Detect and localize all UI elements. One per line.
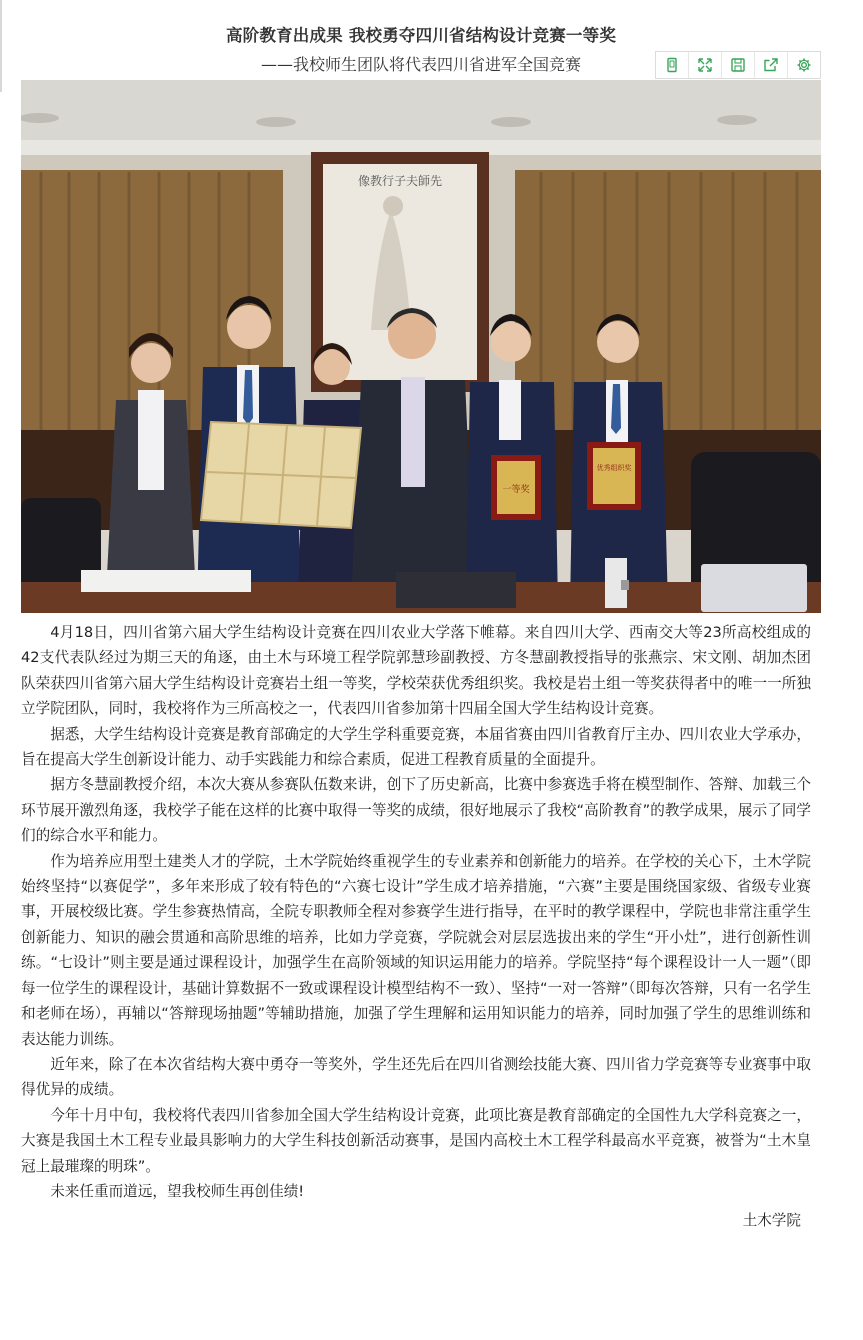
award-group-photo xyxy=(21,80,821,613)
mobile-icon xyxy=(664,57,680,73)
article-paragraph: 据方冬慧副教授介绍，本次大赛从参赛队伍数来讲，创下了历史新高，比赛中参赛选手将在模型制作、答辩、加载三个环节展开激烈角逐，我校学子能在这样的比赛中取得一等奖的成绩，很好地展示了我校“高阶教育”的教学成果，展示了同学们的综合水平和能力。 xyxy=(21,776,811,845)
article-paragraph: 4月18日，四川省第六届大学生结构设计竞赛在四川农业大学落下帷幕。来自四川大学、西南交大等23所高校组成的42支代表队经过为期三天的角逐，由土木与环境工程学院郭慧珍副教授、方冬慧副教授指导的张燕宗、宋文刚、胡加杰团队荣获四川省第六届大学生结构设计竞赛岩土组一等奖，学校荣获优秀组织奖。我校是岩土组一等奖获得者中的唯一一所独立学院团队，同时，我校将作为三所高校之一，代表四川省参加第十四届全国大学生结构设计竞赛。 xyxy=(21,624,811,718)
page-title: 高阶教育出成果 我校勇夺四川省结构设计竞赛一等奖 xyxy=(225,26,617,45)
article-paragraph: 近年来，除了在本次省结构大赛中勇夺一等奖外，学生还先后在四川省测绘技能大赛、四川省力学竞赛等专业赛事中取得优异的成绩。 xyxy=(21,1055,811,1099)
article-paragraph: 今年十月中旬，我校将代表四川省参加全国大学生结构设计竞赛，此项比赛是教育部确定的全国性九大学科竞赛之一，大赛是我国土木工程专业最具影响力的大学生科技创新活动赛事，是国内高校土木工程学科最高水平竞赛，被誉为“土木皇冠上最璀璨的明珠”。 xyxy=(21,1106,811,1175)
share-button[interactable] xyxy=(755,52,788,78)
save-icon xyxy=(730,57,746,73)
article-paragraph: 据悉，大学生结构设计竞赛是教育部确定的大学生学科重要竞赛，本届省赛由四川省教育厅主办、四川农业大学承办，旨在提高大学生创新设计能力、动手实践能力和综合素质，促进工程教育质量的全面提升。 xyxy=(21,725,811,769)
share-icon xyxy=(763,57,779,73)
first-prize-plaque: 一等奖 xyxy=(502,485,530,495)
reader-toolbar xyxy=(655,51,821,79)
fullscreen-button[interactable] xyxy=(689,52,722,78)
wall-calligraphy: 像教行子夫師先 xyxy=(357,174,443,188)
article-signature: 土木学院 xyxy=(742,1212,801,1230)
fullscreen-icon xyxy=(697,57,713,73)
organization-award-plaque: 优秀组织奖 xyxy=(596,464,632,472)
page-subtitle: ——我校师生团队将代表四川省进军全国竞赛 xyxy=(260,55,581,74)
settings-icon xyxy=(796,57,812,73)
settings-button[interactable] xyxy=(788,52,820,78)
mobile-view-button[interactable] xyxy=(656,52,689,78)
article-paragraph: 未来任重而道远，望我校师生再创佳绩! xyxy=(50,1182,305,1200)
article-paragraph: 作为培养应用型土建类人才的学院，土木学院始终重视学生的专业素养和创新能力的培养。在学校的关心下，土木学院始终坚持“以赛促学”，多年来形成了较有特色的“六赛七设计”学生成才培养措施，“六赛”主要是围绕国家级、省级专业赛事，开展校级比赛。学生参赛热情高，全院专职教师全程对参赛学生进行指导，在平时的教学课程中，学院也非常注重学生创新能力、知识的融会贯通和高阶思维的培养，比如力学竞赛，学院就会对层层选拔出来的学生“开小灶”，进行创新性训练。“七设计”则主要是通过课程设计，加强学生在高阶领域的知识运用能力的培养。学院坚持“每个课程设计一人一题”（即每一位学生的课程设计，基础计算数据不一致或课程设计模型结构不一致）、坚持“一对一答辩”（即每次答辩，只有一名学生和老师在场），再辅以“答辩现场抽题”等辅助措施，加强了学生理解和运用知识能力的培养，同时加强了学生的思维训练和表达能力训练。 xyxy=(21,852,811,1048)
save-button[interactable] xyxy=(722,52,755,78)
article-body xyxy=(21,620,811,1234)
